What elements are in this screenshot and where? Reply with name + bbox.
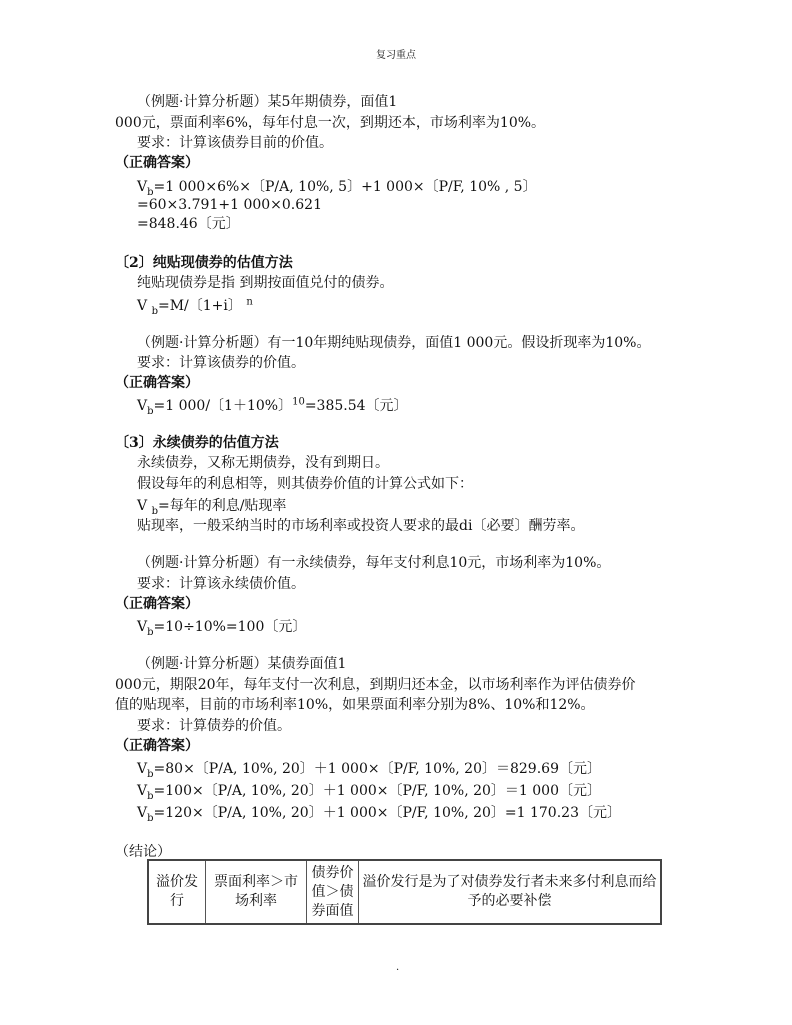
table-cell-rate-compare: 票面利率＞市场利率 [206, 860, 307, 924]
ex1-requirement: 要求：计算该债券目前的价值。 [137, 135, 333, 151]
ex4-formula1: $V_b=80\times$〔P/A, 10%, 20〕＋1 000×〔P/F, 10%, 20〕＝829.69〔元〕 [137, 761, 601, 780]
ex2-formula: $V_b=1$ 000/〔1＋10%〕$^{10}$=385.54〔元〕 [137, 396, 408, 417]
ex3-answer-label: （正确答案） [115, 596, 199, 612]
ex4-line3: 值的贴现率，目前的市场利率10%，如果票面利率分别为8%、10%和12%。 [115, 697, 595, 713]
ex1-line1: （例题·计算分析题）某5年期债券，面值1 [137, 94, 398, 110]
ex4-formula3: $V_b=120\times$〔P/A, 10%, 20〕＋1 000×〔P/F, 10%, 20〕=1 170.23〔元〕 [137, 805, 621, 824]
conclusion-table [147, 859, 662, 925]
ex4-requirement: 要求：计算债券的价值。 [137, 718, 291, 734]
table-cell-issue-type: 溢价发行 [148, 860, 206, 924]
section2-desc: 纯贴现债券是指 到期按面值兑付的债券。 [137, 275, 394, 291]
section3-formula: V $_b$=每年的利息/贴现率 [137, 498, 287, 517]
ex3-formula: $V_b=10\div 10\%=100$〔元〕 [137, 619, 307, 638]
table-row [148, 860, 661, 924]
section3-title: 〔3〕永续债券的估值方法 [115, 435, 279, 451]
page-header: 复习重点 [376, 50, 416, 61]
table-cell-explanation: 溢价发行是为了对债券发行者未来多付利息而给予的必要补偿 [359, 860, 662, 924]
section3-line2: 假设每年的利息相等，则其债券价值的计算公式如下： [137, 476, 473, 492]
ex4-answer-label: （正确答案） [115, 738, 199, 754]
ex1-formula3: =848.46〔元〕 [137, 216, 240, 232]
table-cell-value-compare: 债券价值＞债券面值 [307, 860, 359, 924]
ex4-line1: （例题·计算分析题）某债券面值1 [137, 656, 347, 672]
ex2-answer-label: （正确答案） [115, 375, 199, 391]
ex1-formula2: =60×3.791+1 000×0.621 [137, 197, 322, 213]
ex3-line1: （例题·计算分析题）有一永续债券，每年支付利息10元，市场利率为10%。 [137, 555, 611, 571]
ex4-formula2: $V_b=100\times$〔P/A, 10%, 20〕＋1 000×〔P/F, 10%, 20〕＝1 000〔元〕 [137, 783, 601, 802]
section3-line4: 贴现率，一般采纳当时的市场利率或投资人要求的最di〔必要〕酬劳率。 [137, 518, 585, 534]
ex1-line2: 000元，票面利率6%，每年付息一次，到期还本，市场利率为10%。 [115, 115, 546, 131]
section3-line1: 永续债券，又称无期债券，没有到期日。 [137, 455, 389, 471]
conclusion-label: （结论） [115, 844, 171, 860]
section2-formula: V $_b$=M/〔1+i〕 $^n$ [137, 296, 253, 317]
ex4-line2: 000元，期限20年，每年支付一次利息，到期归还本金，以市场利率作为评估债券价 [115, 677, 636, 693]
footer-dot: . [396, 962, 400, 973]
ex2-line1: （例题·计算分析题）有一10年期纯贴现债券，面值1 000元。假设折现率为10%。 [137, 335, 651, 351]
ex1-formula1: $V_b=1$ 000×6%×〔P/A, 10%, 5〕+1 000×〔P/F, 10% , 5〕 [137, 179, 537, 198]
ex1-answer-label: （正确答案） [115, 155, 199, 171]
section2-title: 〔2〕纯贴现债券的估值方法 [115, 255, 293, 271]
ex2-requirement: 要求：计算该债券的价值。 [137, 355, 305, 371]
ex3-requirement: 要求：计算该永续债价值。 [137, 576, 305, 592]
